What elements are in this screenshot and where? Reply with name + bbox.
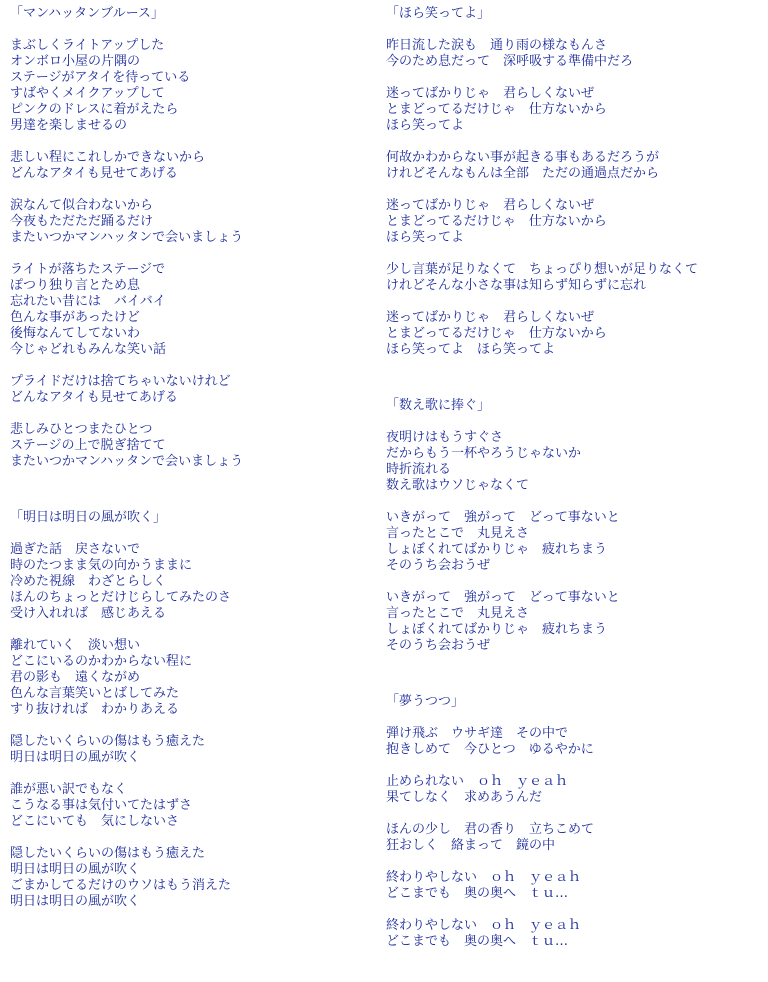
song-spacer: [10, 470, 370, 510]
lyric-line: 男達を楽しませるの: [10, 118, 128, 133]
song-spacer: [386, 654, 761, 694]
lyric-line: 後悔なんてしてないわ: [10, 326, 141, 341]
lyric-line: そのうち会おうぜ: [386, 558, 491, 573]
lyric-line: 昨日流した涙も 通り雨の様なもんさ: [386, 38, 608, 53]
song-title: 「マンハッタンブルース」: [10, 6, 164, 21]
lyric-line: 止められない ｏｈ ｙｅａｈ: [386, 774, 569, 789]
lyric-line: 受け入れれば 感じあえる: [10, 606, 167, 621]
lyric-stanza: [386, 430, 761, 494]
lyric-line: どんなアタイも見せてあげる: [10, 390, 178, 405]
song-title: 「数え歌に捧ぐ」: [386, 398, 491, 413]
lyric-line: ピンクのドレスに着がえたら: [10, 102, 179, 117]
lyric-line: 数え歌はウソじゃなくて: [386, 478, 530, 493]
lyric-stanza: [10, 150, 370, 182]
lyric-line: 狂おしく 絡まって 鏡の中: [386, 838, 556, 853]
lyric-line: 涙なんて似合わないから: [10, 198, 154, 213]
lyric-line: すり抜ければ わかりあえる: [10, 702, 180, 717]
lyric-stanza: [10, 846, 370, 910]
lyric-line: 隠したいくらいの傷はもう癒えた: [10, 846, 206, 861]
lyric-line: どんなアタイも見せてあげる: [10, 166, 178, 181]
lyric-line: 忘れたい昔には バイバイ: [10, 294, 166, 309]
lyric-line: どこまでも 奥の奥へ ｔｕ…: [386, 886, 569, 901]
lyric-line: そのうち会おうぜ: [386, 638, 491, 653]
lyric-line: 悲しい程にこれしかできないから: [10, 150, 206, 165]
lyric-line: しょぼくれてばかりじゃ 疲れちまう: [386, 542, 608, 557]
lyric-line: またいつかマンハッタンで会いましょう: [10, 230, 244, 245]
song-title: 「ほら笑ってよ」: [386, 6, 491, 21]
lyric-line: 明日は明日の風が吹く: [10, 750, 141, 765]
lyric-stanza: [386, 510, 761, 574]
lyric-stanza: [386, 310, 761, 358]
lyric-line: またいつかマンハッタンで会いましょう: [10, 454, 244, 469]
lyric-line: ステージの上で脱ぎ捨てて: [10, 438, 166, 453]
lyric-line: 悲しみひとつまたひとつ: [10, 422, 153, 437]
lyric-line: 色んな事があったけど: [10, 310, 140, 325]
song-block: [386, 6, 761, 358]
lyric-line: 何故かわからない事が起きる事もあるだろうが: [386, 150, 660, 165]
lyric-line: 夜明けはもうすぐさ: [386, 430, 504, 445]
lyric-line: とまどってるだけじゃ 仕方ないから: [386, 102, 607, 117]
lyric-line: 隠したいくらいの傷はもう癒えた: [10, 734, 206, 749]
lyric-stanza: [10, 38, 370, 134]
lyric-line: どこにいるのかわからない程に: [10, 654, 193, 669]
lyric-line: 過ぎた話 戻さないで: [10, 542, 141, 557]
song-title: 「夢うつつ」: [386, 694, 465, 709]
song-block: [10, 510, 370, 910]
lyric-stanza: [10, 374, 370, 406]
lyric-line: オンボロ小屋の片隅の: [10, 54, 141, 69]
lyric-line: ほら笑ってよ: [386, 118, 465, 133]
lyric-line: 終わりやしない ｏｈ ｙｅａｈ: [386, 870, 582, 885]
lyric-stanza: [386, 38, 761, 70]
lyric-line: いきがって 強がって どって事ないと: [386, 590, 620, 605]
lyric-line: 明日は明日の風が吹く: [10, 894, 141, 909]
lyric-line: とまどってるだけじゃ 仕方ないから: [386, 214, 607, 229]
lyric-line: ほんのちょっとだけじらしてみたのさ: [10, 590, 232, 605]
lyric-line: 誰が悪い訳でもなく: [10, 782, 128, 797]
lyric-line: どこまでも 奥の奥へ ｔｕ…: [386, 934, 569, 949]
lyric-stanza: [386, 590, 761, 654]
left-lyrics-column: [10, 6, 370, 910]
lyric-line: まぶしくライトアップした: [10, 38, 165, 53]
lyric-line: 明日は明日の風が吹く: [10, 862, 141, 877]
lyric-stanza: [10, 262, 370, 358]
lyric-line: ぽつり独り言とため息: [10, 278, 141, 293]
lyric-line: 冷めた視線 わざとらしく: [10, 574, 167, 589]
lyric-line: 離れていく 淡い想い: [10, 638, 141, 653]
lyric-line: 言ったとこで 丸見えさ: [386, 526, 530, 541]
lyric-line: 時折流れる: [386, 462, 452, 477]
song-block: [386, 694, 761, 950]
lyric-line: ごまかしてるだけのウソはもう消えた: [10, 878, 232, 893]
lyric-line: 抱きしめて 今ひとつ ゆるやかに: [386, 742, 594, 757]
lyric-stanza: [386, 822, 761, 854]
lyric-line: いきがって 強がって どって事ないと: [386, 510, 620, 525]
song-spacer: [386, 358, 761, 398]
lyric-stanza: [386, 774, 761, 806]
lyric-line: 少し言葉が足りなくて ちょっぴり想いが足りなくて: [386, 262, 699, 277]
lyric-line: 今じゃどれもみんな笑い話: [10, 342, 167, 357]
lyric-line: 迷ってばかりじゃ 君らしくないぜ: [386, 310, 595, 325]
lyric-line: すばやくメイクアップして: [10, 86, 165, 101]
lyric-stanza: [386, 262, 761, 294]
lyric-line: 色んな言葉笑いとばしてみた: [10, 686, 180, 701]
lyric-line: ほら笑ってよ ほら笑ってよ: [386, 342, 556, 357]
lyric-line: どこにいても 気にしないさ: [10, 814, 180, 829]
song-title: 「明日は明日の風が吹く」: [10, 510, 167, 525]
lyric-line: 迷ってばかりじゃ 君らしくないぜ: [386, 198, 595, 213]
lyric-stanza: [386, 198, 761, 246]
lyric-line: こうなる事は気付いてたはずさ: [10, 798, 193, 813]
lyric-line: だからもう一杯やろうじゃないか: [386, 446, 582, 461]
lyric-stanza: [386, 726, 761, 758]
song-block: [386, 398, 761, 654]
lyric-stanza: [10, 542, 370, 622]
lyric-line: ライトが落ちたステージで: [10, 262, 166, 277]
lyric-stanza: [386, 86, 761, 134]
lyric-stanza: [386, 918, 761, 950]
lyric-line: 弾け飛ぶ ウサギ達 その中で: [386, 726, 569, 741]
lyric-line: ほんの少し 君の香り 立ちこめて: [386, 822, 595, 837]
lyric-line: 君の影も 遠くながめ: [10, 670, 141, 685]
lyric-line: 時のたつまま気の向かうままに: [10, 558, 193, 573]
right-lyrics-column: [386, 6, 761, 950]
lyric-stanza: [10, 198, 370, 246]
lyric-line: とまどってるだけじゃ 仕方ないから: [386, 326, 607, 341]
lyric-line: しょぼくれてばかりじゃ 疲れちまう: [386, 622, 608, 637]
lyric-line: 今のため息だって 深呼吸する準備中だろ: [386, 54, 634, 69]
lyric-line: プライドだけは捨てちゃいないけれど: [10, 374, 231, 389]
song-block: [10, 6, 370, 470]
lyric-line: ステージがアタイを待っている: [10, 70, 191, 85]
lyric-line: ほら笑ってよ: [386, 230, 465, 245]
lyric-stanza: [386, 150, 761, 182]
lyric-stanza: [10, 734, 370, 766]
lyric-line: 迷ってばかりじゃ 君らしくないぜ: [386, 86, 595, 101]
lyric-line: 言ったとこで 丸見えさ: [386, 606, 530, 621]
lyric-line: けれどそんなもんは全部 ただの通過点だから: [386, 166, 660, 181]
lyric-stanza: [386, 870, 761, 902]
lyric-line: けれどそんな小さな事は知らず知らずに忘れ: [386, 278, 647, 293]
lyric-line: 終わりやしない ｏｈ ｙｅａｈ: [386, 918, 582, 933]
lyric-line: 今夜もただただ踊るだけ: [10, 214, 154, 229]
lyric-stanza: [10, 422, 370, 470]
lyric-stanza: [10, 638, 370, 718]
lyric-line: 果てしなく 求めあうんだ: [386, 790, 543, 805]
lyric-stanza: [10, 782, 370, 830]
